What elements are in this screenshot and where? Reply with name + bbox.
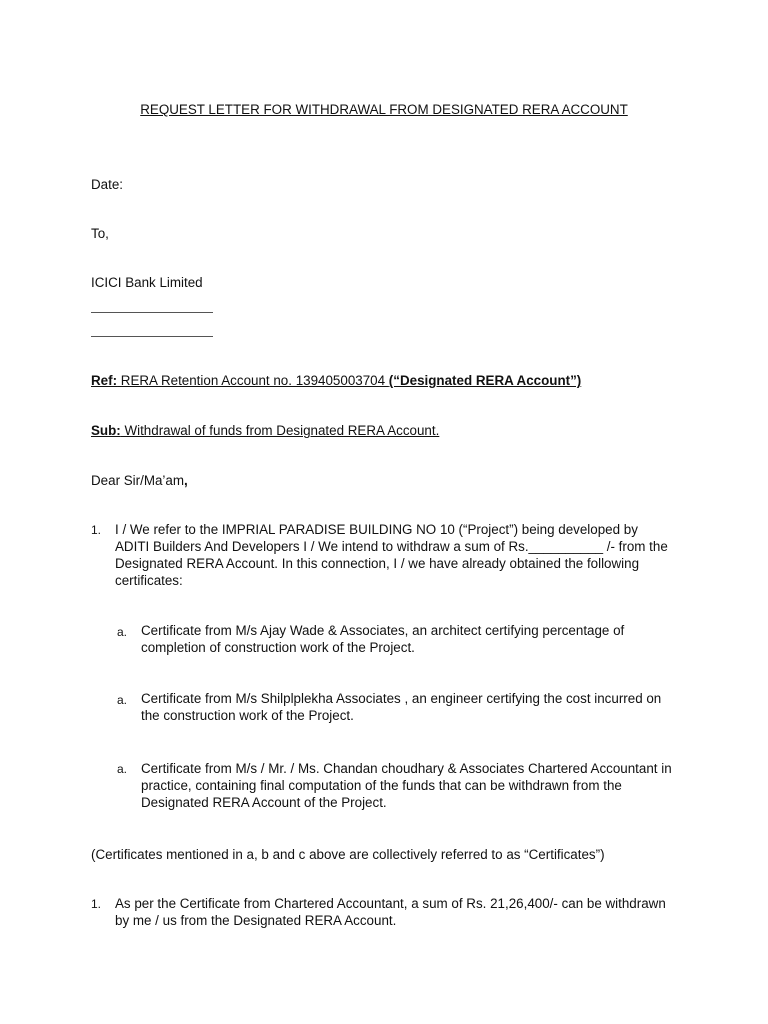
ref-account-name: (“Designated RERA Account”) xyxy=(388,373,582,388)
item-number: 1. xyxy=(91,897,102,911)
salutation-text: Dear Sir/Ma’am xyxy=(91,473,185,488)
date-label: Date: xyxy=(91,177,124,192)
certificate-item: Certificate from M/s / Mr. / Ms. Chandan choudhary & Associates Chartered Accountant in practice, containing final computation of the funds that can be withdrawn from the Designated RERA Account of the Project. xyxy=(141,761,672,810)
certificate-item: Certificate from M/s Ajay Wade & Associates, an architect certifying percentage of completion of construction work of the Project. xyxy=(141,623,625,655)
salutation-comma: , xyxy=(184,473,188,488)
sub-text: Withdrawal of funds from Designated RERA Account. xyxy=(120,423,440,438)
certificate-marker: a. xyxy=(117,762,128,776)
address-blank-line xyxy=(91,336,213,337)
certificate-item: Certificate from M/s Shilplplekha Associates , an engineer certifying the cost incurred on the construction work of the Project. xyxy=(141,691,662,723)
letter-title: REQUEST LETTER FOR WITHDRAWAL FROM DESIGNATED RERA ACCOUNT xyxy=(140,102,628,117)
certificates-note: (Certificates mentioned in a, b and c above are collectively referred to as “Certificates”) xyxy=(91,847,605,862)
address-blank-line xyxy=(91,312,213,313)
reference-line xyxy=(91,372,581,389)
ref-account-text: RERA Retention Account no. 139405003704 xyxy=(117,373,389,388)
item-paragraph: As per the Certificate from Chartered Accountant, a sum of Rs. 21,26,400/- can be withdrawn by me / us from the Designated RERA Account. xyxy=(115,896,666,928)
subject-line xyxy=(91,422,439,439)
to-label: To, xyxy=(91,226,109,241)
certificate-marker: a. xyxy=(117,693,128,707)
certificate-marker: a. xyxy=(117,625,128,639)
item-paragraph: I / We refer to the IMPRIAL PARADISE BUILDING NO 10 (“Project”) being developed by ADITI Builders And Developers I / We intend to withdraw a sum of Rs.__________ /- from the Designated RERA Account. In this connection, I / we have already obtained the following certificates: xyxy=(115,522,668,588)
bank-name: ICICI Bank Limited xyxy=(91,275,203,290)
salutation xyxy=(91,472,188,489)
item-number: 1. xyxy=(91,523,102,537)
sub-label: Sub: xyxy=(91,423,121,438)
ref-label: Ref: xyxy=(91,373,118,388)
